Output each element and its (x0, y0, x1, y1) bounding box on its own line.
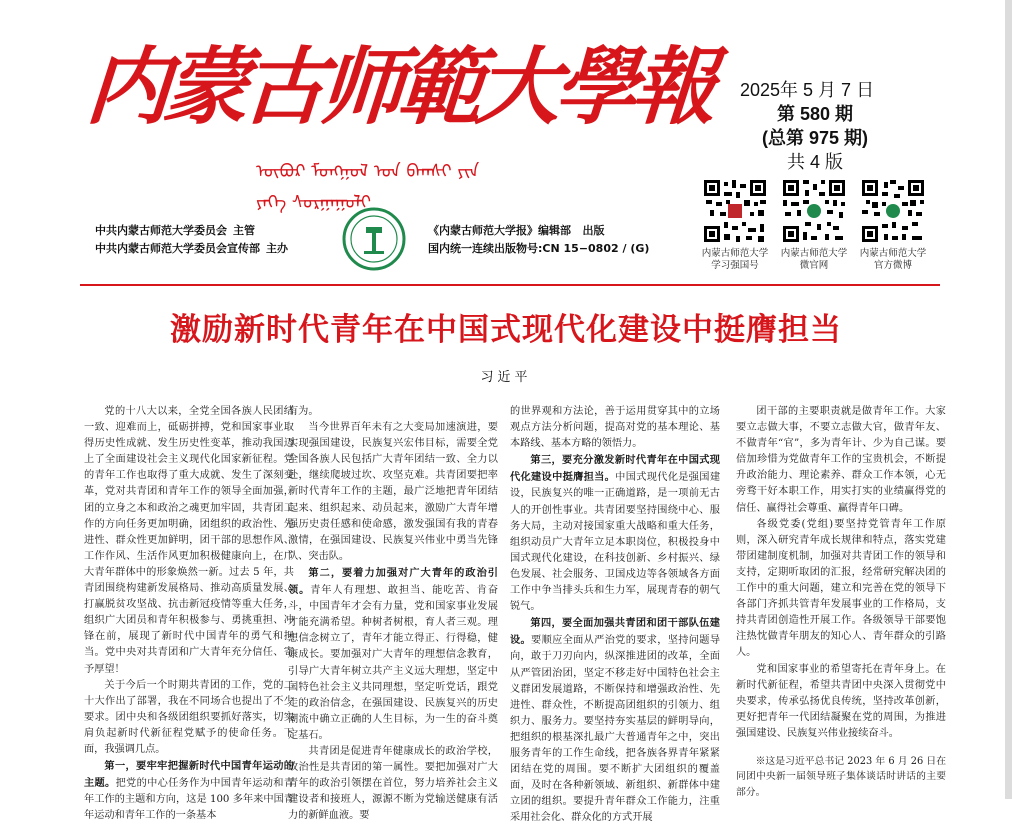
paragraph: 共青团是促进青年健康成长的政治学校，政治性是共青团的第一属性。要把加强对广大青年的政治引领摆在首位，努力培养社会主义建设者和接班人，源源不断为党输送健康有活力的新鲜血液。要 (288, 745, 498, 822)
paragraph (84, 758, 294, 824)
article-headline: 激励新时代青年在中国式现代化建设中挺膺担当 (170, 312, 842, 348)
section-heading: 第二，要着力加强对广大青年的政治引领。 (288, 566, 498, 597)
publication-date: 2025年 5 月 7 日 (740, 80, 875, 100)
supervising-org: 中共内蒙古师范大学委员会 (95, 224, 227, 237)
edition-info (740, 78, 940, 174)
editorial-role: 出版 (582, 224, 605, 237)
page-edge-shadow (1005, 0, 1012, 799)
university-logo-icon (342, 207, 406, 271)
cn-number: 国内统一连续出版物号:CN 15−0802 / (G) (428, 242, 650, 255)
paragraph: 当今世界百年未有之大变局加速演进，要实现强国建设，民族复兴宏伟目标，需要全党全国各族人民包括广大青年团结一致、全力以赴，继续爬坡过坎、攻坚克难。共青团要把率新时代青年工作的主题，最广泛地把青年团结起来、组织起来、动员起来，激励广大青年增强历史责任感和使命感，激发强国有我的青春激情，在强国建设、民族复兴伟业中勇当先锋队、突击队。 (288, 422, 498, 562)
qr-caption-line: 微官网 (799, 260, 829, 271)
paragraph: 团干部的主要职责就是做青年工作。大家要立志做大事，不要立志做大官，做青年友、不做青年“官”，多为青年计、少为自己谋。要倍加珍惜为党做青年工作的宝贵机会，不断提升政治能力、理论素养、群众工作本领，心无旁骛干好本职工作，用实打实的业绩赢得党的信任、赢得社会尊重、赢得青年口碑。 (736, 406, 946, 514)
qr-code-icon[interactable] (781, 178, 847, 244)
masthead-divider (80, 284, 940, 286)
sponsoring-org: 中共内蒙古师范大学委员会宣传部 (95, 242, 260, 255)
publisher-info-left (95, 222, 288, 258)
paragraph (510, 452, 720, 615)
paragraph-text: 要顺应全面从严治党的要求，坚持问题导向，敢于刀刃向内，纵深推进团的改革，全面从严管团治团，坚定不移走好中国特色社会主义群团发展道路，不断保持和增强政治性、先进性、群众性，不断提高团组织的引领力、组织力、服务力。要坚持夯实基层的鲜明导向，把组织的根基深扎最广大普通青年之中，突出服务青年的工作生命线，把各族各界青年紧紧团结在党的周围。要不断扩大团组织的覆盖面，及时在各种新领域、新组织、新群体中建立团的组织。要提升青年群众工作能力，注重采用社会化、群众化的方式开展 (510, 635, 721, 824)
paragraph-text: 中国式现代化是强国建设，民族复兴的唯一正确道路，是一项前无古人的开创性事业。共青团要坚持围绕中心、服务大局，主动对接国家重大战略和重大任务，组织动员广大青年立足本职岗位，积极投身中国式现代化建设，在科技创新、乡村振兴、绿色发展、社会服务、卫国戍边等各领域各方面工作中争当排头兵和生力军，展现青春的朝气锐气。 (510, 472, 721, 613)
qr-code-icon[interactable] (702, 178, 768, 244)
article-column-2 (288, 404, 498, 822)
qr-caption (848, 248, 938, 272)
paragraph (288, 565, 498, 744)
qr-caption-line: 内蒙古师范大学 (780, 248, 848, 259)
qr-caption (690, 248, 780, 272)
mongolian-masthead: ᠥᠪᠥᠷ ᠮᠣᠩᠭᠣᠯ ᠤᠨ ᠪᠠᠭᠰᠢ ᠶᠢᠨ ᠶᠡᠬᠡ ᠰᠤᠷᠭᠠᠭᠤᠯᠢ (256, 161, 480, 213)
paragraph: 党的十八大以来，全党全国各族人民团结一致、迎难而上，砥砺拼搏，党和国家事业取得历史性成就、发生历史性变革，推动我国迈上了全面建设社会主义现代化国家新征程。党的青年工作也取得了重大成就、发生了深刻变革，党对共青团和青年工作的领导全面加强，团的立身之本和政治之魂更加牢固，共青团工作的方向任务更加明确，团组织的政治性、先进性、群众性更加鲜明，团干部的思想作风、工作作风、生活作风更加积极健康向上，在广大青年群体中的形象焕然一新。过去 5 年，共青团围绕构建新发展格局、推动高质量发展、打赢脱贫攻坚战、抗击新冠疫情等重大任务，组织广大团员和青年积极参与、勇挑重担、冲锋在前，展现了新时代中国青年的勇气和担当。党中央对共青团和广大青年充分信任、寄予厚望！ (84, 406, 294, 675)
section-heading: 第三，要充分激发新时代青年在中国式现代化建设中挺膺担当。 (510, 454, 720, 484)
paragraph: 各级党委(党组)要坚持党管青年工作原则，深入研究青年成长规律和特点，落实党建带团建制度机制，加强对共青团工作的领导和支持，定期听取团的汇报，经常研究解决团的工作中的重大问题，建立和完善在党的领导下各部门齐抓共管青年发展事业的工作格局，支持共青团创造性开展工作。各级领导干部要饱注热忱做青年朋友的知心人、青年群众的引路人。 (736, 518, 946, 659)
paragraph: 关于今后一个时期共青团的工作，党的二十大作出了部署，我在不同场合也提出了不少要求。团中央和各级团组织要抓好落实，切实肩负起新时代新征程党赋予的使命任务。下面，我强调几点。 (84, 679, 294, 755)
paragraph (510, 615, 720, 826)
editorial-dept: 《内蒙古师范大学报》编辑部 (428, 224, 571, 237)
paragraph-text: 把党的中心任务作为中国青年运动和青年工作的主题和方向，这是 100 多年来中国青年运动和青年工作的一条基本 (84, 778, 295, 822)
qr-caption-line: 官方微博 (873, 260, 912, 271)
total-issue-number: (总第 975 期) (761, 128, 869, 148)
section-heading: 第四，要全面加强共青团和团干部队伍建设。 (510, 617, 720, 647)
sponsoring-role: 主办 (266, 242, 288, 255)
article-column-1 (84, 404, 295, 822)
qr-caption-line: 学习强国号 (711, 260, 759, 271)
section-heading: 第一，要牢牢把握新时代中国青年运动的主题。 (84, 760, 294, 790)
newspaper-masthead-title: 内蒙古师範大學報 (82, 37, 714, 136)
publisher-info-right (428, 222, 649, 258)
qr-caption-line: 内蒙古师范大学 (859, 248, 927, 259)
paragraph: 的世界观和方法论，善于运用贯穿其中的立场观点方法分析问题，提高对党的基本理论、基本路线、基本方略的领悟力。 (510, 406, 720, 450)
article-footnote: ※这是习近平总书记 2023 年 6 月 26 日在同团中央新一届领导班子集体谈话时讲话的主要部分。 (736, 755, 946, 798)
paragraph: 有为。 (288, 406, 319, 417)
article-column-3 (510, 404, 721, 824)
page-count: 共 4 版 (786, 152, 843, 172)
article-byline: 习近平 (480, 370, 532, 385)
paragraph-text: 青年人有理想、敢担当、能吃苦、肯奋斗，中国青年才会有力量，党和国家事业发展才能充满希望。种树者树根，育人者三观。理想信念树立了，青年才能立得正、行得稳，健康成长。要加强对广大青年的理想信念教育，引导广大青年树立共产主义远大理想，坚定中国特色社会主义共同理想，坚定听党话，跟党走的政治信念，在强国建设、民族复兴的历史潮流中确立正确的人生目标，为一生的奋斗奠定基石。 (288, 585, 498, 741)
paragraph: 党和国家事业的希望寄托在青年身上。在新时代新征程，希望共青团中央深入贯彻党中央要求，传承弘扬优良传统，坚持改革创新，更好把青年一代团结凝聚在党的周围，为推进强国建设、民族复兴伟业接续奋斗。 (736, 663, 946, 739)
qr-code-icon[interactable] (860, 178, 926, 244)
article-column-4 (736, 404, 946, 798)
supervising-role: 主管 (233, 224, 255, 237)
qr-caption-line: 内蒙古师范大学 (701, 248, 769, 259)
issue-number: 第 580 期 (776, 104, 854, 124)
qr-caption (769, 248, 859, 272)
